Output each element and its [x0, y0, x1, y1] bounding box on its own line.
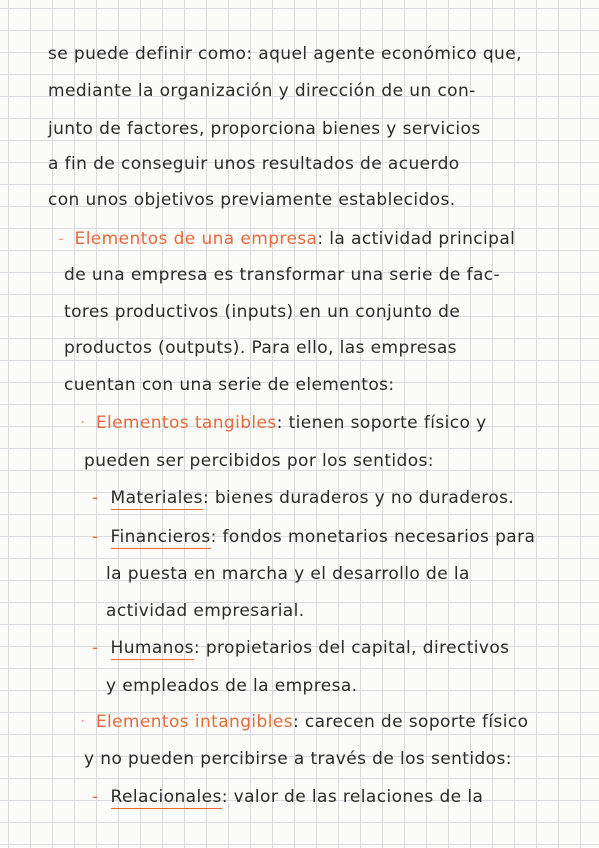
note-line: cuentan con una serie de elementos: [64, 375, 395, 395]
item-text: : bienes duraderos y no duraderos. [202, 488, 515, 508]
note-line: productos (outputs). Para ello, las empresas [64, 338, 457, 358]
item-text: : propietarios del capital, directivos [193, 638, 510, 658]
dash-marker: - [92, 787, 99, 807]
item-text: : fondos monetarios necesarios para [210, 527, 536, 547]
bullet-marker: · [80, 712, 86, 732]
item-term: Financieros [110, 527, 211, 547]
subsection-heading-line [80, 412, 487, 434]
item-term: Humanos [110, 638, 194, 658]
list-item [92, 786, 483, 808]
subsection-term: Elementos tangibles [95, 413, 277, 433]
dash-marker: - [92, 638, 99, 658]
dash-marker: - [92, 527, 99, 547]
bullet-marker: - [58, 229, 65, 249]
note-line: actividad empresarial. [106, 601, 305, 621]
list-item [92, 637, 509, 659]
note-line: y no pueden percibirse a través de los sentidos: [84, 749, 512, 769]
note-line: junto de factores, proporciona bienes y servicios [48, 119, 481, 139]
section-term: Elementos de una empresa [74, 229, 318, 249]
item-term: Relacionales [110, 787, 222, 807]
note-line: mediante la organización y dirección de un con- [48, 81, 476, 101]
note-line: con unos objetivos previamente establecidos. [48, 190, 456, 210]
list-item [92, 526, 535, 548]
note-line: y empleados de la empresa. [106, 676, 358, 696]
dash-marker: - [92, 488, 99, 508]
item-term: Materiales [110, 488, 203, 508]
note-line: la puesta en marcha y el desarrollo de la [106, 564, 470, 584]
note-line: a fin de conseguir unos resultados de acuerdo [48, 154, 460, 174]
note-line: se puede definir como: aquel agente económico que, [48, 44, 522, 64]
bullet-marker: · [80, 413, 86, 433]
list-item [92, 487, 514, 509]
note-line: tores productivos (inputs) en un conjunto de [64, 302, 461, 322]
section-heading-line [58, 228, 515, 250]
subsection-heading-line [80, 711, 528, 733]
subsection-term: Elementos intangibles [95, 712, 293, 732]
item-text: : valor de las relaciones de la [221, 787, 484, 807]
subsection-text: : carecen de soporte físico [292, 712, 529, 732]
subsection-text: : tienen soporte físico y [276, 413, 487, 433]
note-line: pueden ser percibidos por los sentidos: [84, 451, 434, 471]
section-text: : la actividad principal [317, 229, 516, 249]
note-line: de una empresa es transformar una serie de fac- [64, 265, 501, 285]
